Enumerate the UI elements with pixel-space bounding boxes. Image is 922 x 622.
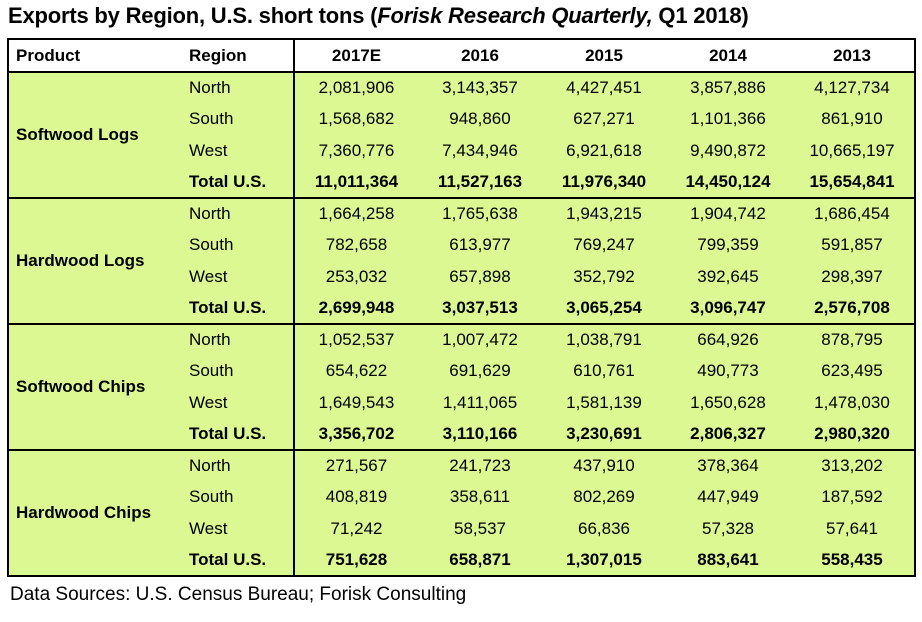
value-cell: 2,081,906 xyxy=(294,72,418,104)
page-title xyxy=(0,0,922,29)
value-cell: 657,898 xyxy=(418,261,542,293)
value-cell: 1,038,791 xyxy=(542,324,666,356)
value-cell: 1,686,454 xyxy=(790,198,915,230)
value-cell: 447,949 xyxy=(666,482,790,514)
region-cell: West xyxy=(179,387,294,419)
value-cell: 352,792 xyxy=(542,261,666,293)
title-prefix: Exports by Region, U.S. short tons ( xyxy=(8,3,378,28)
region-cell: North xyxy=(179,72,294,104)
table-row xyxy=(8,450,915,482)
column-header-region: Region xyxy=(179,39,294,72)
value-cell: 1,411,065 xyxy=(418,387,542,419)
region-cell: Total U.S. xyxy=(179,545,294,577)
value-cell: 490,773 xyxy=(666,356,790,388)
product-name: Softwood Chips xyxy=(8,324,179,450)
value-cell: 7,360,776 xyxy=(294,135,418,167)
value-cell: 392,645 xyxy=(666,261,790,293)
value-cell: 71,242 xyxy=(294,513,418,545)
value-cell: 799,359 xyxy=(666,230,790,262)
value-cell: 664,926 xyxy=(666,324,790,356)
value-cell: 3,037,513 xyxy=(418,293,542,325)
value-cell: 558,435 xyxy=(790,545,915,577)
value-cell: 1,007,472 xyxy=(418,324,542,356)
value-cell: 3,096,747 xyxy=(666,293,790,325)
region-cell: South xyxy=(179,230,294,262)
value-cell: 3,143,357 xyxy=(418,72,542,104)
value-cell: 241,723 xyxy=(418,450,542,482)
value-cell: 408,819 xyxy=(294,482,418,514)
value-cell: 10,665,197 xyxy=(790,135,915,167)
region-cell: West xyxy=(179,513,294,545)
table-row xyxy=(8,198,915,230)
region-cell: North xyxy=(179,198,294,230)
value-cell: 1,052,537 xyxy=(294,324,418,356)
title-suffix: Q1 2018) xyxy=(652,3,749,28)
value-cell: 57,328 xyxy=(666,513,790,545)
value-cell: 627,271 xyxy=(542,104,666,136)
exports-by-region-table xyxy=(7,38,916,577)
value-cell: 3,230,691 xyxy=(542,419,666,451)
product-group-softwood-chips xyxy=(8,324,915,450)
column-header-2014: 2014 xyxy=(666,39,790,72)
value-cell: 57,641 xyxy=(790,513,915,545)
value-cell: 2,576,708 xyxy=(790,293,915,325)
value-cell: 2,699,948 xyxy=(294,293,418,325)
value-cell: 1,649,543 xyxy=(294,387,418,419)
value-cell: 883,641 xyxy=(666,545,790,577)
product-name: Hardwood Logs xyxy=(8,198,179,324)
value-cell: 948,860 xyxy=(418,104,542,136)
value-cell: 623,495 xyxy=(790,356,915,388)
value-cell: 1,904,742 xyxy=(666,198,790,230)
value-cell: 1,101,366 xyxy=(666,104,790,136)
value-cell: 3,065,254 xyxy=(542,293,666,325)
value-cell: 298,397 xyxy=(790,261,915,293)
value-cell: 6,921,618 xyxy=(542,135,666,167)
value-cell: 11,527,163 xyxy=(418,167,542,199)
region-cell: North xyxy=(179,324,294,356)
column-header-2017e: 2017E xyxy=(294,39,418,72)
value-cell: 271,567 xyxy=(294,450,418,482)
value-cell: 878,795 xyxy=(790,324,915,356)
value-cell: 3,356,702 xyxy=(294,419,418,451)
value-cell: 2,980,320 xyxy=(790,419,915,451)
value-cell: 861,910 xyxy=(790,104,915,136)
product-name: Softwood Logs xyxy=(8,72,179,198)
value-cell: 782,658 xyxy=(294,230,418,262)
region-cell: South xyxy=(179,356,294,388)
value-cell: 802,269 xyxy=(542,482,666,514)
value-cell: 1,650,628 xyxy=(666,387,790,419)
value-cell: 15,654,841 xyxy=(790,167,915,199)
table-row xyxy=(8,72,915,104)
product-group-softwood-logs xyxy=(8,72,915,198)
column-header-2016: 2016 xyxy=(418,39,542,72)
header-row xyxy=(8,39,915,72)
value-cell: 3,110,166 xyxy=(418,419,542,451)
column-header-product: Product xyxy=(8,39,179,72)
product-group-hardwood-logs xyxy=(8,198,915,324)
table-header xyxy=(8,39,915,72)
value-cell: 378,364 xyxy=(666,450,790,482)
value-cell: 58,537 xyxy=(418,513,542,545)
value-cell: 2,806,327 xyxy=(666,419,790,451)
value-cell: 1,943,215 xyxy=(542,198,666,230)
value-cell: 4,427,451 xyxy=(542,72,666,104)
value-cell: 613,977 xyxy=(418,230,542,262)
value-cell: 313,202 xyxy=(790,450,915,482)
region-cell: South xyxy=(179,104,294,136)
region-cell: Total U.S. xyxy=(179,293,294,325)
value-cell: 751,628 xyxy=(294,545,418,577)
region-cell: West xyxy=(179,261,294,293)
value-cell: 4,127,734 xyxy=(790,72,915,104)
value-cell: 187,592 xyxy=(790,482,915,514)
value-cell: 1,307,015 xyxy=(542,545,666,577)
value-cell: 253,032 xyxy=(294,261,418,293)
region-cell: Total U.S. xyxy=(179,167,294,199)
value-cell: 11,011,364 xyxy=(294,167,418,199)
product-group-hardwood-chips xyxy=(8,450,915,576)
value-cell: 11,976,340 xyxy=(542,167,666,199)
title-journal-name: Forisk Research Quarterly, xyxy=(377,3,653,28)
value-cell: 1,765,638 xyxy=(418,198,542,230)
value-cell: 1,568,682 xyxy=(294,104,418,136)
value-cell: 66,836 xyxy=(542,513,666,545)
value-cell: 691,629 xyxy=(418,356,542,388)
region-cell: West xyxy=(179,135,294,167)
region-cell: North xyxy=(179,450,294,482)
value-cell: 7,434,946 xyxy=(418,135,542,167)
region-cell: Total U.S. xyxy=(179,419,294,451)
value-cell: 591,857 xyxy=(790,230,915,262)
product-name: Hardwood Chips xyxy=(8,450,179,576)
value-cell: 9,490,872 xyxy=(666,135,790,167)
value-cell: 1,478,030 xyxy=(790,387,915,419)
value-cell: 358,611 xyxy=(418,482,542,514)
value-cell: 3,857,886 xyxy=(666,72,790,104)
table-row xyxy=(8,324,915,356)
value-cell: 654,622 xyxy=(294,356,418,388)
value-cell: 437,910 xyxy=(542,450,666,482)
column-header-2015: 2015 xyxy=(542,39,666,72)
data-sources-note: Data Sources: U.S. Census Bureau; Forisk Consulting xyxy=(10,584,467,605)
value-cell: 1,581,139 xyxy=(542,387,666,419)
region-cell: South xyxy=(179,482,294,514)
value-cell: 658,871 xyxy=(418,545,542,577)
value-cell: 1,664,258 xyxy=(294,198,418,230)
value-cell: 610,761 xyxy=(542,356,666,388)
value-cell: 769,247 xyxy=(542,230,666,262)
value-cell: 14,450,124 xyxy=(666,167,790,199)
column-header-2013: 2013 xyxy=(790,39,915,72)
